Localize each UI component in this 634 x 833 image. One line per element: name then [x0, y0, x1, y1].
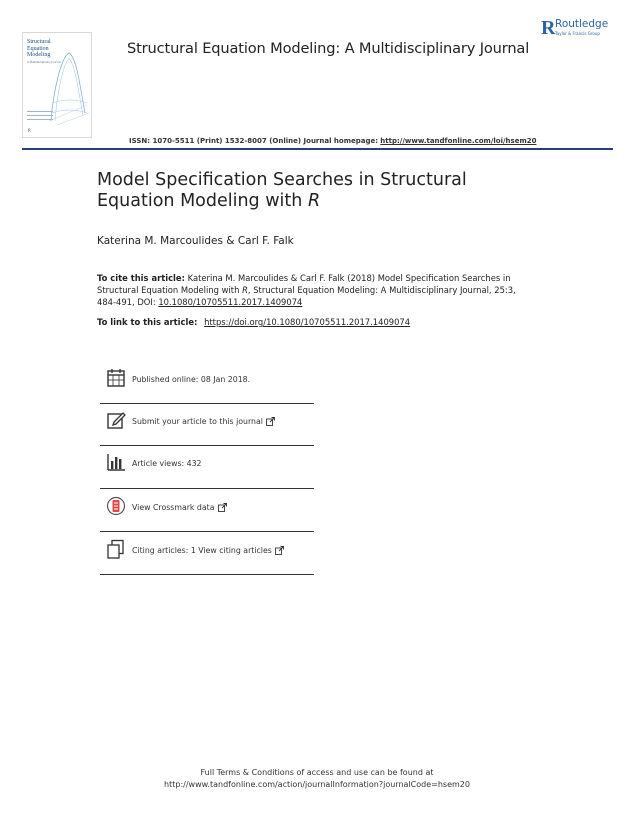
issn-text: ISSN: 1070-5511 (Print) 1532-8007 (Online) Journal homepage:: [129, 137, 379, 145]
crossmark-icon: [106, 496, 126, 516]
cite-text-1: Katerina M. Marcoulides & Carl F. Falk (2018) Model Specification Searches in Structural Equation Modeling with: [97, 273, 511, 295]
info-divider: [100, 531, 314, 532]
footer-terms-link[interactable]: http://www.tandfonline.com/action/journalInformation?journalCode=hsem20: [164, 780, 470, 789]
external-link-icon: [218, 503, 227, 512]
bar-chart-icon: [106, 452, 126, 472]
article-views: Article views: 432: [132, 459, 202, 468]
external-link-icon: [275, 546, 284, 555]
submit-article-link[interactable]: [132, 417, 275, 426]
link-line: [97, 317, 410, 327]
article-title-line1: Model Specification Searches in Structural: [97, 170, 467, 190]
journal-homepage-link[interactable]: http://www.tandfonline.com/loi/hsem20: [380, 137, 537, 145]
footer: [0, 767, 634, 791]
journal-title: Structural Equation Modeling: A Multidisciplinary Journal: [127, 40, 530, 57]
citation-block: [97, 272, 537, 308]
article-title-line2: Equation Modeling with: [97, 191, 303, 211]
header-divider: [22, 148, 613, 150]
cite-label: To cite this article:: [97, 273, 185, 283]
cover-title: Structural Equation Modeling: [27, 39, 51, 58]
article-doi-link[interactable]: https://doi.org/10.1080/10705511.2017.1409074: [204, 317, 411, 327]
routledge-icon: R: [541, 17, 556, 39]
calendar-icon: [106, 368, 126, 388]
citing-articles-icon: [106, 539, 126, 559]
issn-line: [129, 137, 537, 145]
edit-icon: [106, 410, 126, 430]
cover-decoration: [27, 111, 53, 123]
published-date: Published online: 08 Jan 2018.: [132, 375, 251, 384]
submit-article-label[interactable]: Submit your article to this journal: [132, 417, 263, 426]
article-title: [97, 170, 517, 212]
info-divider: [100, 488, 314, 489]
cover-subtitle: A Multidisciplinary Journal: [27, 61, 61, 64]
info-divider: [100, 445, 314, 446]
journal-cover: [22, 32, 92, 138]
external-link-icon: [266, 417, 275, 426]
publisher-subtitle: Taylor & Francis Group: [555, 31, 600, 36]
crossmark-label[interactable]: View Crossmark data: [132, 503, 215, 512]
citing-articles-link[interactable]: [132, 546, 284, 555]
crossmark-link[interactable]: [132, 503, 227, 512]
article-authors: Katerina M. Marcoulides & Carl F. Falk: [97, 235, 294, 247]
cite-italic: R: [242, 285, 248, 295]
link-label: To link to this article:: [97, 317, 198, 327]
article-title-italic: R: [307, 191, 321, 211]
cover-publisher-logo: R: [28, 128, 31, 133]
cite-doi-link[interactable]: 10.1080/10705511.2017.1409074: [158, 297, 303, 307]
info-divider: [100, 574, 314, 575]
citing-articles-label[interactable]: Citing articles: 1 View citing articles: [132, 546, 272, 555]
cite-text-2: , Structural Equation Modeling: A Multidisciplinary Journal, 25:3, 484-491, DOI:: [97, 285, 516, 307]
info-divider: [100, 403, 314, 404]
routledge-logo: [541, 17, 616, 39]
footer-terms: Full Terms & Conditions of access and use can be found at: [200, 768, 434, 777]
publisher-name: Routledge: [555, 18, 609, 30]
